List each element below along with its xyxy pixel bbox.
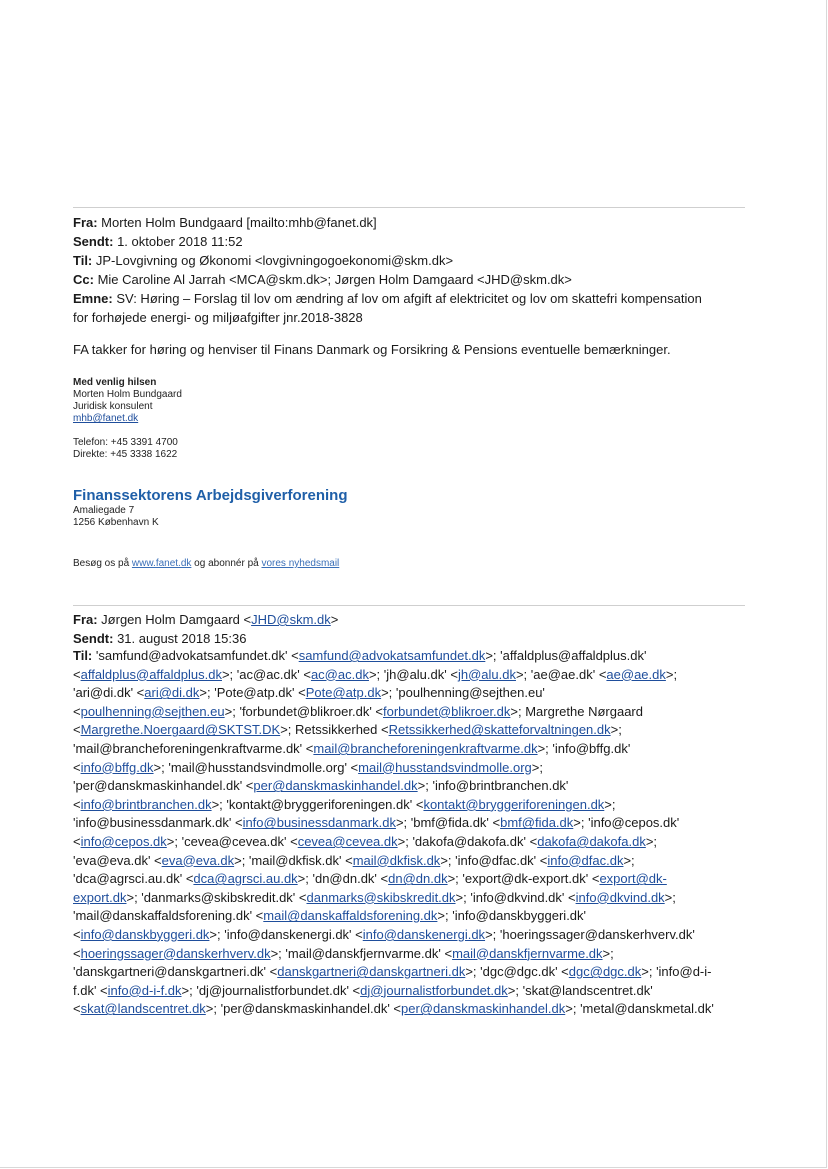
recipient-text: >; 'cevea@cevea.dk' < [166, 833, 298, 849]
recipient-email-link[interactable]: info@businessdanmark.dk [242, 815, 396, 831]
signature-direct: Direkte: +45 3338 1622 [73, 449, 178, 460]
recipient-text: >; 'forbundet@blikroer.dk' < [224, 703, 384, 719]
recipient-email-link[interactable]: info@dkvind.dk [575, 889, 665, 905]
recipient-email-link[interactable]: affaldplus@affaldplus.dk [80, 666, 222, 682]
recipient-text: >; 'info@d-i- [641, 964, 712, 980]
recipient-email-link[interactable]: mail@danskaffaldsforening.dk [263, 908, 438, 924]
recipient-email-link[interactable]: Pote@atp.dk [305, 685, 382, 701]
recipient-email-link[interactable]: eva@eva.dk [161, 852, 235, 868]
recipient-line [73, 963, 763, 982]
recipient-text: >; 'mail@husstandsvindmolle.org' < [153, 759, 359, 775]
recipient-text: >; [602, 945, 614, 961]
recipient-line [73, 889, 763, 908]
recipient-email-link[interactable]: samfund@advokatsamfundet.dk [298, 648, 486, 663]
recipient-line [73, 814, 763, 833]
recipient-text: >; 'bmf@fida.dk' < [395, 815, 501, 831]
recipient-text: >; [665, 666, 678, 682]
recipient-line [73, 982, 763, 1001]
recipient-email-link[interactable]: dca@agrsci.au.dk [193, 871, 298, 887]
recipient-text: < [73, 1001, 81, 1017]
recipient-line [73, 647, 763, 666]
recipient-email-link[interactable]: dn@dn.dk [388, 871, 448, 887]
recipient-line [73, 852, 763, 871]
email1-subject-cont: for forhøjede energi- og miljøafgifter jnr.2018-3828 [73, 310, 363, 325]
recipient-text: >; 'info@bffg.dk' [537, 740, 631, 756]
signature-name: Morten Holm Bundgaard [73, 389, 182, 400]
recipient-text: f.dk' < [73, 982, 108, 998]
recipient-text: 'ari@di.dk' < [73, 685, 145, 701]
recipient-email-link[interactable]: per@danskmaskinhandel.dk [401, 1001, 566, 1017]
recipient-email-link[interactable]: dj@journalistforbundet.dk [360, 982, 508, 998]
recipient-text: >; 'info@cepos.dk' [573, 815, 680, 831]
recipient-email-link[interactable]: export@dk- [599, 871, 667, 887]
email1-sent: Sendt: 1. oktober 2018 11:52 [73, 234, 243, 249]
recipient-text: < [73, 722, 81, 738]
recipient-email-link[interactable]: info@danskenergi.dk [362, 926, 486, 942]
recipient-email-link[interactable]: danskgartneri@danskgartneri.dk [277, 964, 466, 980]
email2-from: Fra: Jørgen Holm Damgaard <JHD@skm.dk> [73, 612, 339, 627]
org-address [73, 505, 159, 529]
recipient-text: < [73, 796, 81, 812]
recipient-line [73, 796, 763, 815]
org-city: 1256 København K [73, 517, 159, 528]
recipient-email-link[interactable]: ae@ae.dk [606, 666, 666, 682]
recipient-email-link[interactable]: ari@di.dk [144, 685, 200, 701]
recipient-text: < [73, 666, 81, 682]
recipient-text: 'per@danskmaskinhandel.dk' < [73, 778, 254, 794]
recipient-text: >; [664, 889, 676, 905]
recipient-text: >; 'info@danskbyggeri.dk' [437, 908, 587, 924]
signature-phone: Telefon: +45 3391 4700 [73, 437, 178, 448]
recipient-text: 'eva@eva.dk' < [73, 852, 162, 868]
email1-header [73, 213, 763, 327]
recipient-line [73, 945, 763, 964]
recipient-email-link[interactable]: export.dk [73, 889, 127, 905]
recipient-email-link[interactable]: mail@brancheforeningenkraftvarme.dk [313, 740, 538, 756]
recipient-text: >; Retssikkerhed < [280, 722, 389, 738]
recipient-email-link[interactable]: bmf@fida.dk [500, 815, 574, 831]
recipient-email-link[interactable]: Retssikkerhed@skatteforvaltningen.dk [388, 722, 611, 738]
recipient-email-link[interactable]: ac@ac.dk [310, 666, 369, 682]
recipient-text: >; 'mail@dkfisk.dk' < [234, 852, 353, 868]
recipient-text: >; Margrethe Nørgaard [510, 703, 643, 719]
recipient-text: >; 'poulhenning@sejthen.eu' [381, 685, 545, 701]
separator-middle [73, 605, 745, 606]
recipient-line [73, 684, 763, 703]
newsletter-link[interactable]: vores nyhedsmail [261, 558, 340, 569]
recipient-text: >; 'ae@ae.dk' < [515, 666, 607, 682]
recipient-text: >; 'danmarks@skibskredit.dk' < [126, 889, 307, 905]
recipient-line [73, 703, 763, 722]
recipient-text: >; 'kontakt@bryggeriforeningen.dk' < [211, 796, 424, 812]
recipient-text: >; 'info@danskenergi.dk' < [209, 926, 363, 942]
email2-recipients [73, 647, 763, 1019]
recipient-text: >; 'ac@ac.dk' < [221, 666, 311, 682]
recipient-line [73, 907, 763, 926]
recipient-text: >; [531, 759, 543, 775]
separator-top [73, 207, 745, 208]
recipient-line [73, 870, 763, 889]
signature [73, 377, 182, 461]
recipient-email-link[interactable]: hoeringssager@danskerhverv.dk [80, 945, 271, 961]
recipient-text: >; [610, 722, 622, 738]
recipient-email-link[interactable]: info@dfac.dk [547, 852, 624, 868]
recipient-text: >; 'Pote@atp.dk' < [199, 685, 306, 701]
recipient-email-link[interactable]: Margrethe.Noergaard@SKTST.DK [80, 722, 281, 738]
signature-title: Juridisk konsulent [73, 401, 153, 412]
recipient-line [73, 740, 763, 759]
recipient-email-link[interactable]: cevea@cevea.dk [297, 833, 398, 849]
recipient-text: < [73, 945, 81, 961]
recipient-email-link[interactable]: poulhenning@sejthen.eu [80, 703, 225, 719]
recipient-email-link[interactable]: info@brintbranchen.dk [80, 796, 212, 812]
recipient-text: < [73, 926, 81, 942]
recipient-text: >; 'mail@danskfjernvarme.dk' < [270, 945, 453, 961]
recipient-line [73, 721, 763, 740]
recipient-line [73, 777, 763, 796]
recipient-line [73, 833, 763, 852]
email1-subject: Emne: SV: Høring – Forslag til lov om ændring af lov om afgift af elektricitet og lov om skattefri kompensation [73, 291, 702, 306]
recipient-text: >; 'dj@journalistforbundet.dk' < [181, 982, 361, 998]
recipient-text: >; 'info@dkvind.dk' < [455, 889, 576, 905]
recipient-text: >; 'dn@dn.dk' < [297, 871, 389, 887]
recipient-email-link[interactable]: forbundet@blikroer.dk [383, 703, 511, 719]
recipient-line [73, 1000, 763, 1019]
recipient-text: >; 'per@danskmaskinhandel.dk' < [205, 1001, 402, 1017]
recipient-text: >; 'metal@danskmetal.dk' [565, 1001, 714, 1017]
recipient-text: >; 'dgc@dgc.dk' < [465, 964, 569, 980]
recipient-text: >; 'info@brintbranchen.dk' [417, 778, 569, 794]
recipient-email-link[interactable]: dgc@dgc.dk [568, 964, 642, 980]
recipient-text: 'mail@brancheforeningenkraftvarme.dk' < [73, 740, 314, 756]
recipient-text: >; 'export@dk-export.dk' < [447, 871, 600, 887]
org-street: Amaliegade 7 [73, 505, 135, 516]
email1-cc: Cc: Mie Caroline Al Jarrah <MCA@skm.dk>; Jørgen Holm Damgaard <JHD@skm.dk> [73, 272, 572, 287]
recipient-text: 'danskgartneri@danskgartneri.dk' < [73, 964, 278, 980]
org-name: Finanssektorens Arbejdsgiverforening [73, 487, 348, 504]
recipient-text: < [73, 703, 81, 719]
recipient-email-link[interactable]: danmarks@skibskredit.dk [306, 889, 456, 905]
recipient-email-link[interactable]: mail@danskfjernvarme.dk [452, 945, 603, 961]
email2-sent: Sendt: 31. august 2018 15:36 [73, 631, 247, 646]
email1-from: Fra: Morten Holm Bundgaard [mailto:mhb@fanet.dk] [73, 215, 377, 230]
recipient-text: >; [645, 833, 658, 849]
email2-from-link[interactable]: JHD@skm.dk [251, 612, 331, 627]
recipient-line [73, 759, 763, 778]
recipient-line [73, 926, 763, 945]
visit-line: Besøg os på www.fanet.dk og abonnér på vores nyhedsmail [73, 558, 340, 569]
recipient-text: >; 'jh@alu.dk' < [368, 666, 458, 682]
recipient-text: >; 'hoeringssager@danskerhverv.dk' [485, 926, 695, 942]
recipient-text: 'info@businessdanmark.dk' < [73, 815, 243, 831]
recipient-email-link[interactable]: mail@dkfisk.dk [352, 852, 441, 868]
website-link[interactable]: www.fanet.dk [131, 558, 192, 569]
recipient-email-link[interactable]: mail@husstandsvindmolle.org [358, 759, 532, 775]
recipient-text: 'dca@agrsci.au.dk' < [73, 871, 194, 887]
recipient-text: >; 'affaldplus@affaldplus.dk' [485, 648, 647, 663]
recipient-email-link[interactable]: info@danskbyggeri.dk [80, 926, 210, 942]
signature-email-link[interactable]: mhb@fanet.dk [73, 413, 139, 424]
recipient-line [73, 666, 763, 685]
email1-to: Til: JP-Lovgivning og Økonomi <lovgivningogoekonomi@skm.dk> [73, 253, 454, 268]
recipient-text: < [73, 759, 81, 775]
email2-header [73, 610, 763, 648]
recipient-email-link[interactable]: info@bffg.dk [80, 759, 154, 775]
recipient-email-link[interactable]: info@d-i-f.dk [107, 982, 182, 998]
recipient-text: 'mail@danskaffaldsforening.dk' < [73, 908, 264, 924]
recipient-text: < [73, 833, 81, 849]
email2-to-label: Til: [73, 648, 93, 663]
recipient-email-link[interactable]: jh@alu.dk [457, 666, 516, 682]
email1-body: FA takker for høring og henviser til Finans Danmark og Forsikring & Pensions eventuelle bemærkninger. [73, 342, 671, 357]
recipient-text: >; 'skat@landscentret.dk' [507, 982, 653, 998]
recipient-email-link[interactable]: skat@landscentret.dk [80, 1001, 206, 1017]
recipient-email-link[interactable]: info@cepos.dk [80, 833, 167, 849]
recipient-email-link[interactable]: kontakt@bryggeriforeningen.dk [423, 796, 605, 812]
recipient-text: >; 'dakofa@dakofa.dk' < [397, 833, 538, 849]
signature-greeting: Med venlig hilsen [73, 377, 157, 388]
recipient-email-link[interactable]: per@danskmaskinhandel.dk [253, 778, 418, 794]
recipient-email-link[interactable]: dakofa@dakofa.dk [537, 833, 646, 849]
recipient-text: >; 'info@dfac.dk' < [440, 852, 548, 868]
recipient-text: >; [623, 852, 635, 868]
recipient-text: 'samfund@advokatsamfundet.dk' < [92, 648, 299, 663]
recipient-text: >; [604, 796, 616, 812]
